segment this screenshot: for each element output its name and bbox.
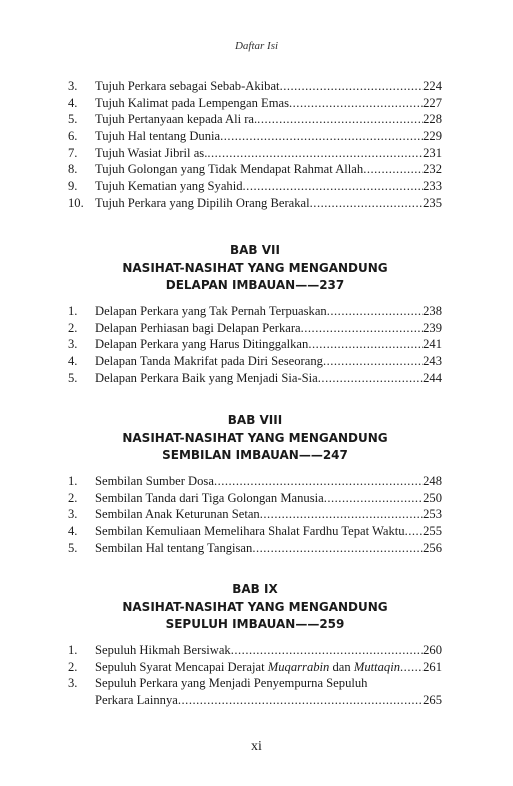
leader-dots: [231, 642, 423, 659]
leader-dots: [243, 178, 424, 195]
entry-title-part: Sepuluh Syarat Mencapai Derajat: [95, 659, 265, 674]
entry-title: Tujuh Kematian yang Syahid: [95, 179, 243, 194]
leader-dots: [214, 473, 423, 490]
leader-dots: [327, 303, 423, 320]
entry-title-italic: Muttaqin: [353, 659, 401, 674]
toc-entry[interactable]: [68, 523, 442, 540]
entry-title: Sembilan Sumber Dosa: [95, 474, 214, 488]
entry-page: 235: [423, 195, 442, 210]
entry-page: 250: [423, 490, 442, 505]
chapter-heading-bab-vii: [68, 242, 442, 295]
toc-entry[interactable]: [68, 540, 442, 557]
toc-entry[interactable]: [68, 659, 442, 676]
chapter-number: BAB VII: [230, 243, 280, 257]
leader-dots: [220, 128, 423, 145]
entry-number: 8.: [68, 162, 78, 177]
entry-page: 255: [423, 524, 442, 539]
chapter-title-line: SEMBILAN IMBAUAN——247: [162, 448, 348, 462]
entry-page: 261: [423, 659, 442, 674]
toc-entry[interactable]: [68, 128, 442, 145]
chapter-title-line: SEPULUH IMBAUAN——259: [165, 617, 345, 631]
entry-title: Tujuh Golongan yang Tidak Mendapat Rahmat Allah: [95, 162, 364, 177]
leader-dots: [252, 540, 423, 557]
entry-number: 3.: [68, 337, 78, 352]
chapter-heading-bab-viii: [68, 412, 442, 465]
toc-entry[interactable]: [68, 675, 442, 708]
toc-entry[interactable]: [68, 111, 442, 128]
leader-dots: [400, 659, 423, 676]
leader-dots: [207, 145, 423, 162]
entry-number: 1.: [68, 474, 78, 488]
entry-title-continued: Perkara Lainnya: [95, 693, 178, 708]
leader-dots: [405, 523, 424, 540]
chapter-title-line: NASIHAT-NASIHAT YANG MENGANDUNG: [122, 260, 388, 275]
chapter-title-line: NASIHAT-NASIHAT YANG MENGANDUNG: [122, 430, 388, 445]
entry-title: Tujuh Perkara yang Dipilih Orang Berakal: [95, 195, 310, 210]
entry-number: 2.: [68, 320, 78, 335]
leader-dots: [363, 161, 423, 178]
toc-entry[interactable]: [68, 336, 442, 353]
toc-entry[interactable]: [68, 320, 442, 337]
entry-number: 9.: [68, 179, 78, 194]
entry-page: 233: [423, 179, 442, 194]
leader-dots: [178, 692, 423, 709]
entry-number: 1.: [68, 643, 78, 657]
entry-title: Sepuluh Hikmah Bersiwak: [95, 643, 231, 657]
toc-entry[interactable]: [68, 490, 442, 507]
entry-title: Sembilan Tanda dari Tiga Golongan Manusia: [95, 490, 324, 505]
toc-entry[interactable]: [68, 303, 442, 320]
entry-title: [95, 659, 400, 676]
chapter-heading-bab-ix: [68, 581, 442, 634]
leader-dots: [280, 78, 424, 95]
toc-entry[interactable]: [68, 161, 442, 178]
entry-title-italic: Muqarrabin: [267, 659, 330, 674]
toc-entry[interactable]: [68, 506, 442, 523]
entry-title: Delapan Perkara yang Harus Ditinggalkan: [95, 337, 309, 352]
entry-title: Tujuh Kalimat pada Lempengan Emas: [95, 95, 289, 110]
entry-title: Sembilan Anak Keturunan Setan: [95, 507, 260, 522]
leader-dots: [257, 111, 423, 128]
entry-title: Tujuh Wasiat Jibril as.: [95, 145, 208, 160]
entry-page: 244: [423, 370, 442, 385]
chapter-number: BAB VIII: [227, 413, 283, 427]
toc-list-bab-vi: [68, 78, 442, 212]
leader-dots: [289, 95, 423, 112]
entry-title: Delapan Tanda Makrifat pada Diri Seseorang: [95, 354, 323, 369]
toc-list-bab-ix: [68, 642, 442, 709]
entry-number: 5.: [68, 540, 78, 555]
leader-dots: [323, 353, 423, 370]
leader-dots: [301, 320, 424, 337]
entry-page: 241: [423, 337, 442, 352]
page-number: xi: [251, 739, 262, 754]
entry-page: 256: [423, 540, 442, 555]
entry-title: Delapan Perkara Baik yang Menjadi Sia-Sia: [95, 370, 318, 385]
chapter-number: BAB IX: [232, 582, 278, 596]
leader-dots: [318, 370, 423, 387]
entry-number: 2.: [68, 490, 78, 505]
entry-number: 4.: [68, 524, 78, 539]
entry-page: 228: [423, 112, 442, 127]
entry-page: 227: [423, 95, 442, 110]
entry-number: 7.: [68, 145, 78, 160]
leader-dots: [260, 506, 423, 523]
entry-number: 4.: [68, 95, 78, 110]
entry-title: Tujuh Pertanyaan kepada Ali ra.: [95, 112, 258, 127]
leader-dots: [324, 490, 423, 507]
toc-entry[interactable]: [68, 95, 442, 112]
entry-title: Sembilan Hal tentang Tangisan: [95, 540, 253, 555]
toc-entry[interactable]: [68, 370, 442, 387]
entry-number: 10.: [68, 195, 84, 210]
toc-entry[interactable]: [68, 178, 442, 195]
entry-page: 224: [423, 79, 442, 93]
entry-page: 229: [423, 129, 442, 144]
entry-page: 232: [423, 162, 442, 177]
entry-number: 4.: [68, 354, 78, 369]
entry-number: 5.: [68, 370, 78, 385]
entry-page: 243: [423, 354, 442, 369]
toc-list-bab-viii: [68, 473, 442, 556]
toc-entry[interactable]: [68, 473, 442, 490]
entry-title: Tujuh Hal tentang Dunia: [95, 129, 221, 144]
entry-number: 2.: [68, 659, 78, 674]
entry-number: 6.: [68, 129, 78, 144]
chapter-title-line: NASIHAT-NASIHAT YANG MENGANDUNG: [122, 599, 388, 614]
toc-entry[interactable]: [68, 195, 442, 212]
toc-entry[interactable]: [68, 353, 442, 370]
entry-title: Delapan Perhiasan bagi Delapan Perkara: [95, 320, 301, 335]
entry-page: 253: [423, 507, 442, 522]
entry-page: 231: [423, 145, 442, 160]
toc-entry[interactable]: [68, 642, 442, 659]
entry-number: 3.: [68, 676, 78, 691]
running-header: Daftar Isi: [234, 40, 279, 52]
leader-dots: [308, 336, 423, 353]
entry-number: 5.: [68, 112, 78, 127]
entry-title-part: dan: [332, 659, 351, 674]
toc-entry[interactable]: [68, 145, 442, 162]
entry-number: 3.: [68, 79, 78, 93]
entry-title: Tujuh Perkara sebagai Sebab-Akibat: [95, 79, 280, 93]
chapter-title-line: DELAPAN IMBAUAN——237: [165, 278, 345, 292]
entry-page: 238: [423, 304, 442, 318]
entry-title: Sembilan Kemuliaan Memelihara Shalat Fardhu Tepat Waktu: [95, 524, 405, 539]
entry-number: 1.: [68, 304, 78, 318]
entry-page: 265: [423, 693, 442, 708]
entry-title: Sepuluh Perkara yang Menjadi Penyempurna Sepuluh: [95, 676, 368, 691]
toc-entry[interactable]: [68, 78, 442, 95]
entry-number: 3.: [68, 507, 78, 522]
entry-page: 239: [423, 320, 442, 335]
entry-page: 248: [423, 474, 442, 488]
toc-list-bab-vii: [68, 303, 442, 386]
leader-dots: [310, 195, 423, 212]
entry-title: Delapan Perkara yang Tak Pernah Terpuaskan: [95, 304, 327, 318]
entry-page: 260: [423, 643, 442, 657]
